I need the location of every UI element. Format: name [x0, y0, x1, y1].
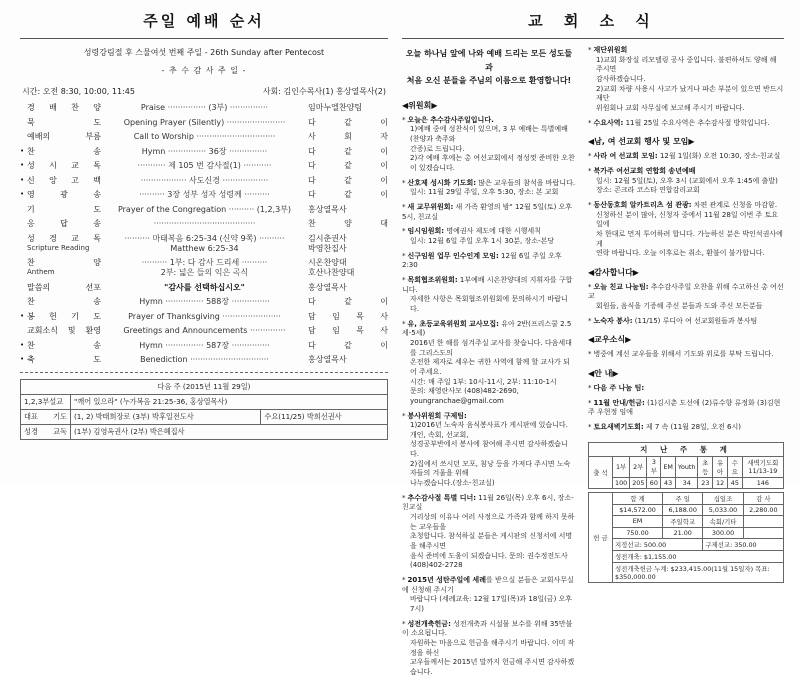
news-columns	[402, 41, 784, 683]
attendance-table	[588, 442, 784, 489]
welcome-message	[402, 47, 576, 88]
order-item-label: 응 답 송	[27, 219, 101, 228]
announcement-title: 수요사역:	[593, 118, 624, 127]
order-item-person: 사 회 자	[308, 132, 388, 141]
worship-row	[20, 312, 388, 322]
item-bullet: *	[402, 275, 406, 284]
announcement-item	[402, 412, 576, 489]
order-item-person: 다 같 이	[308, 146, 388, 156]
announcement-item	[402, 116, 576, 174]
offering-cell: 십일조	[703, 492, 743, 504]
announcement-lead: * 유, 초등교육위원회 교사모집: 유아 2반(프리스쿨 2.5세-5세)	[402, 319, 572, 338]
worship-row	[20, 103, 388, 113]
worship-row	[20, 355, 388, 365]
announcement-item	[402, 620, 576, 678]
order-item-person: 김시춘권사 박영찬집사	[308, 233, 347, 253]
item-bullet: *	[588, 423, 592, 432]
order-item-label: 봉 헌 기 도	[27, 311, 101, 321]
announcement-item	[402, 252, 576, 271]
offering-row	[589, 527, 784, 538]
item-bullet: *	[402, 227, 406, 236]
order-item-detail: ·········· 마태복음 6:25-34 (신약 9쪽) ·········· Matthew 6:25-34	[124, 233, 285, 253]
announcement-item	[588, 152, 784, 162]
announcement-item	[402, 320, 576, 407]
attendance-value: 23	[698, 477, 713, 488]
announcement-line: 신청하신 분이 많아, 신청자 중에서 11월 28일 이번 주 토요일에	[596, 210, 779, 229]
worship-row	[20, 118, 388, 128]
order-item-detail: Benediction ·······························	[140, 355, 269, 364]
announcement-line: 문의: 채영란사모 (408)482-2690, youngranchae@gmail.com	[410, 387, 519, 405]
attendance-label: 출 석	[589, 456, 613, 488]
next-week-table	[20, 379, 388, 440]
thanksgiving-label: - 추 수 감 사 주 일 -	[161, 66, 247, 75]
order-item-label: 찬 송	[27, 297, 101, 306]
announcement-title: 11월 안내/헌금:	[593, 398, 645, 407]
order-item-label: 성 시 교 독	[27, 161, 101, 170]
announcement-title: 노숙자 봉사:	[593, 316, 633, 325]
offering-cell: 5,033.00	[703, 504, 743, 515]
announcement-item	[402, 227, 576, 246]
order-item-person: 다 같 이	[308, 175, 388, 185]
order-item-person: 홍상열목사	[308, 282, 347, 292]
offering-renovation: 성전개축: $1,155.00	[613, 550, 784, 562]
order-item-detail: Hymn ··············· 36장 ···············	[141, 146, 268, 156]
announcement-lead	[588, 384, 784, 394]
worship-row	[20, 234, 388, 254]
attendance-col-header: 유아	[713, 456, 728, 477]
service-times: 시간: 오전 8:30, 10:00, 11:45	[22, 87, 135, 96]
announcement-lead	[588, 46, 784, 56]
announcement-title: 새 교무위원회:	[407, 203, 454, 212]
announcement-lead: * 새 교무위원회: 새 가족 환영의 밤" 12월 5일(토) 오후 5시, 친교실	[402, 203, 573, 221]
announcement-lead: * 병중에 계신 교우들을 위해서 기도와 위로를 부탁 드립니다.	[588, 350, 774, 359]
worship-row	[20, 161, 388, 171]
offering-row	[589, 492, 784, 504]
order-item-detail: Prayer of Thanksgiving ·······················	[128, 311, 281, 321]
order-item-detail: Hymn ··············· 587장 ···············	[139, 340, 270, 350]
attendance-values-row	[589, 477, 784, 488]
worship-row	[20, 219, 388, 229]
attendance-value: 45	[727, 477, 742, 488]
announcement-title: 오늘 친교 나눔팀:	[593, 282, 649, 291]
service-presiders: 사회: 김인수목사(1) 홍상열목사(2)	[262, 87, 386, 96]
announcement-title: 사라 여 선교회 모임:	[593, 152, 658, 161]
announcement-line: 초청합니다. 참석하실 분들은 게시판의 신청서에 서명을 해주시면	[410, 532, 573, 551]
announcement-line: 회원들, 음식을 기증해 주신 분들과 도와 주신 모든분들	[596, 302, 763, 311]
next-week-header-row	[21, 380, 388, 395]
news-column-1	[402, 41, 576, 683]
offering-row	[589, 538, 784, 550]
order-item-label: 찬 송	[27, 340, 101, 350]
stand-bullet: •	[20, 190, 25, 198]
announcement-item	[402, 276, 576, 315]
order-item-label: 찬 송	[27, 146, 101, 156]
offering-row	[589, 562, 784, 582]
announcement-lead	[402, 116, 576, 126]
offering-cell: $14,572.00	[613, 504, 663, 515]
section-header: ◀위원회▶	[402, 100, 438, 110]
announcement-lead: * 사라 여 선교회 모임: 12월 1일(화) 오전 10:30, 장소-친교실	[588, 152, 781, 161]
order-item-label: 묵 도	[27, 117, 101, 127]
service-meta	[22, 86, 386, 97]
offering-cell	[743, 515, 783, 527]
item-bullet: *	[402, 178, 406, 187]
announcement-lead	[402, 412, 576, 422]
announcement-title: 신구임원 업무 인수인계 모임:	[407, 251, 499, 260]
offering-cell: 2,280.00	[743, 504, 783, 515]
announcement-line: 1)예배 중에 성찬식이 있으며, 3 부 예배는 특별예배 (찬양과 축주와	[410, 125, 568, 144]
item-bullet: *	[402, 115, 406, 124]
worship-row	[20, 205, 388, 215]
announcement-title: 추수감사절 특별 디너:	[407, 493, 477, 502]
order-item-label: 축 도	[27, 355, 101, 364]
stand-bullet: •	[20, 146, 25, 155]
announcement-line: 성경공부반에서 봉사에 참여해 주시면 감사하겠습니다.	[410, 440, 568, 459]
announcement-item	[588, 384, 784, 394]
item-bullet: *	[402, 319, 406, 328]
next-week-row-label: 1,2,3부설교	[21, 395, 71, 410]
order-item-person: 담 임 목 사	[308, 326, 388, 335]
item-bullet: *	[402, 203, 406, 212]
announcement-line: 자원하는 마음으로 헌금을 해주시기 바랍니다. 이미 작정을 하신	[410, 638, 575, 657]
order-item-label: 영 광 송	[27, 190, 101, 199]
announcement-item	[588, 167, 784, 196]
offering-cell: 구제선교: 350.00	[703, 538, 784, 550]
order-item-person: 다 같 이	[308, 190, 388, 199]
offering-cell	[743, 527, 783, 538]
announcement-line: 교우들께서는 2015년 말까지 헌금해 주시면 감사하겠습니다.	[410, 658, 575, 676]
order-item-person: 임마누엘찬양팀	[308, 103, 363, 112]
order-item-detail: Opening Prayer (Silently) ·······················	[123, 117, 286, 127]
weekly-stats	[588, 442, 784, 583]
order-item-detail: ··········· 제 105 번 감사절(1) ···········	[137, 161, 272, 170]
order-item-person: 홍상열목사	[308, 355, 347, 364]
item-bullet: *	[588, 118, 592, 127]
announcement-line: 거리상의 이유나 여러 사정으로 가족과 함께 하지 못하는 교우들을	[410, 513, 575, 531]
order-item-label: 신 앙 고 백	[27, 175, 101, 185]
worship-row	[20, 297, 388, 307]
next-week-cell: (1, 2) 박태희장로 (3부) 박후일전도사	[71, 410, 261, 425]
order-item-label: 찬 양 Anthem	[27, 258, 101, 276]
announcement-item	[588, 350, 784, 360]
announcement-item	[588, 317, 784, 327]
item-bullet: *	[402, 411, 406, 420]
announcement-title: 성전개축헌금:	[407, 619, 451, 628]
news-title-rule	[402, 38, 784, 39]
worship-row	[20, 132, 388, 142]
offering-cell: 300.00	[703, 527, 743, 538]
announcement-item	[588, 283, 784, 312]
stand-bullet: •	[20, 175, 25, 184]
worship-row	[20, 341, 388, 351]
stats-title-row	[589, 442, 784, 456]
order-item-label: 말씀의 선포	[27, 282, 101, 292]
item-bullet: *	[588, 46, 592, 54]
order-item-detail: ·················· 사도신경 ··················	[140, 175, 269, 185]
announcement-item	[402, 494, 576, 571]
welcome-line-1: 오늘 하나님 앞에 나와 예배 드리는 모든 성도들과	[405, 49, 573, 72]
announcement-item	[588, 423, 784, 433]
announcement-line: 2)교회 차량 사용시 사고가 났거나 파손 부분이 있으면 반드시 재단	[596, 84, 784, 103]
offering-cell: EM	[613, 515, 663, 527]
attendance-col-header: 2부	[630, 456, 647, 477]
order-item-detail: ········································	[153, 219, 256, 228]
worship-row	[20, 283, 388, 293]
sunday-subtitle: 성령강림절 후 스물여섯 번째 주일 - 26th Sunday after Pentecost	[83, 48, 325, 57]
announcement-item	[588, 46, 784, 114]
announcement-title: 다음 주 나눔 팀:	[593, 384, 645, 393]
announcement-item	[402, 576, 576, 615]
title-rule	[20, 38, 388, 39]
item-bullet: *	[402, 493, 406, 502]
announcement-line: 1)교회 화장실 리모델링 공사 중입니다. 불편하셔도 양해 해 주시면	[596, 55, 777, 74]
announcement-line: 자세한 사항은 목회협조위원회에 문의하시기 바랍니다.	[410, 295, 568, 313]
announcement-lead: * 임시임원회: 명예권사 제도에 대한 시행세칙	[402, 227, 541, 236]
item-bullet: *	[588, 384, 592, 393]
next-week-cell: (1부) 김영옥권사 (2부) 박은혜집사	[71, 425, 388, 440]
announcement-title: 재단위원회	[593, 46, 628, 54]
section-header: ◀안 내▶	[588, 369, 619, 379]
order-item-detail: "감사를 선택하십시오"	[164, 282, 245, 292]
item-bullet: *	[588, 200, 592, 209]
order-item-detail: Call to Worship ·······························	[133, 132, 276, 141]
announcement-item	[402, 179, 576, 198]
worship-row	[20, 176, 388, 186]
next-week-title: 다음 주 (2015년 11월 29일)	[21, 380, 388, 395]
section-header: ◀교우소식▶	[588, 335, 632, 345]
next-week-row-label: 성경 교독	[21, 425, 71, 440]
offering-cell: 750.00	[613, 527, 663, 538]
next-week-row-label: 대표 기도	[21, 410, 71, 425]
announcement-line: 온전한 제자로 세우는 귀한 사역에 함께 할 교사가 되어 주세요.	[410, 358, 570, 376]
order-item-person: 담 임 목 사	[308, 311, 388, 321]
attendance-col-header: Youth	[675, 456, 698, 477]
offering-row	[589, 504, 784, 515]
worship-row	[20, 147, 388, 157]
announcement-lead: * 토요새벽기도회: 제 7 속 (11월 28일, 오전 6시)	[588, 423, 741, 432]
announcement-line: 장소: 콘크라 코스타 연합감리교회	[596, 186, 700, 195]
stand-bullet: •	[20, 340, 25, 349]
announcement-lead: * 노숙자 봉사: (11/15) 루디아 여 선교회원들과 봉사팀	[588, 316, 758, 325]
offering-cell: 감 사	[743, 492, 783, 504]
offering-row	[589, 550, 784, 562]
next-week-cell: "깨어 있으라" (누가복음 21:25-36, 홍상열목사)	[71, 395, 388, 410]
order-item-label: 성 경 교 독 Scripture Reading	[27, 233, 101, 252]
announcement-line: 2016년 한 해를 섬겨주실 교사를 찾습니다. 다음세대를 그리스도의	[410, 338, 572, 357]
item-bullet: *	[588, 350, 592, 359]
announcement-title: 유, 초등교육위원회 교사모집:	[407, 319, 499, 328]
order-item-detail: ·········· 1부: 다 감사 드리세 ·········· 2부: 넓은 들의 익은 곡식	[141, 258, 268, 277]
announcement-line: 음식 준비에 도움이 되겠습니다. 문의: 권수정전도사 (408)402-2728	[410, 551, 568, 570]
announcement-line: 바랍니다 (세례교육: 12월 17일(목)과 18일(금) 오후 7시)	[410, 595, 573, 613]
item-bullet: *	[402, 619, 406, 628]
worship-order-page	[20, 10, 388, 440]
section-header: ◀감사합니다▶	[588, 267, 639, 277]
order-item-label: 경 배 찬 양	[27, 103, 101, 112]
order-item-detail: Greetings and Announcements ··············	[123, 326, 286, 335]
stand-bullet: •	[20, 161, 25, 169]
offering-cell: 주일학교	[663, 515, 703, 527]
announcement-item	[588, 201, 784, 259]
attendance-header-row	[589, 456, 784, 477]
news-column-2-items	[588, 46, 784, 433]
announcement-title: 임시임원회:	[407, 227, 445, 236]
attendance-col-header: 새벽기도회 11/13-19	[742, 456, 783, 477]
announcement-lead: * 산호제 성시화 기도회: 많은 교우들의 참석을 바랍니다.	[402, 178, 576, 187]
announcement-title: 북가주 여선교회 연합회 송년예배	[593, 166, 696, 175]
offering-row	[589, 515, 784, 527]
news-page-title: 교 회 소 식	[528, 12, 658, 30]
announcement-title: 토요새벽기도회:	[593, 423, 644, 432]
stats-title: 지 난 주 통 계	[589, 442, 784, 456]
next-week-row	[21, 425, 388, 440]
offering-cell: 합 계	[613, 492, 663, 504]
attendance-value: 146	[742, 477, 783, 488]
announcement-line: 일시: 12월 6일 주일 오후 1시 30분, 장소-본당	[410, 237, 555, 245]
announcement-line: 위원회나 교회 사무실에 보고해 주시기 바랍니다.	[596, 103, 745, 112]
announcement-lead	[588, 167, 784, 177]
announcement-line: 1)2016년 노숙자 음식봉사표가 게시판에 있습니다. 개인, 속회, 선교회,	[410, 421, 568, 439]
next-week-cell: 수요(11/25) 박희선권사	[261, 410, 388, 425]
order-item-detail: Hymn ··············· 588장 ···············	[139, 297, 270, 306]
worship-order-list	[20, 103, 388, 365]
order-item-label: 예배의 부름	[27, 132, 101, 141]
announcement-item	[588, 399, 784, 418]
attendance-value: 100	[613, 477, 630, 488]
announcement-line: 2)각 예배 후에는 총 여선교회에서 정성껏 준비한 오찬이 있겠습니다.	[410, 154, 575, 173]
news-column-2	[588, 41, 784, 683]
stand-bullet: •	[20, 311, 25, 320]
worship-row	[20, 326, 388, 336]
announcement-lead: * 11월 안내/헌금: (1)김시춘 도선애 (2)류수향 류정화 (3)김현주 우현정 임애	[588, 398, 781, 417]
order-item-person: 다 같 이	[308, 161, 388, 170]
announcement-title: 2015년 성탄주일에 세례	[407, 576, 486, 584]
item-bullet: *	[588, 316, 592, 325]
church-news-page	[402, 10, 784, 683]
order-item-person: 찬 양 대	[308, 219, 388, 228]
announcement-lead: * 2015년 성탄주일에 세례를 받으실 분들은 교회사무실에 신청해 주시기	[402, 576, 574, 594]
announcement-line: 차 한대로 먼저 투어하려 합니다. 가능하신 분은 박인석권사에게	[596, 229, 783, 248]
announcement-line: 일시: 11월 29일 주일, 오후 5:30, 장소: 본 교회	[410, 188, 559, 197]
order-item-person: 다 같 이	[308, 297, 388, 306]
announcement-lead: * 동산동호회 알카트리츠 섬 관광: 차편 관계로 신청을 마감함.	[588, 200, 778, 209]
announcement-title: 목회협조위원회:	[407, 275, 458, 284]
order-item-person: 시온찬양대 호산나찬양대	[308, 258, 355, 277]
offering-cell: 21.00	[663, 527, 703, 538]
item-bullet: *	[588, 166, 592, 175]
announcement-lead: * 신구임원 업무 인수인계 모임: 12월 6일 주일 오후 2:30	[402, 251, 562, 270]
order-item-detail: Praise ··············· (3부) ···············	[140, 103, 269, 112]
announcement-line: 간증)로 드립니다.	[410, 144, 465, 153]
order-item-person: 홍상열목사	[308, 204, 347, 214]
announcement-lead: * 목회협조위원회: 1부예배 시온찬양대의 지휘자를 구합니다.	[402, 275, 573, 294]
announcement-title: 봉사위원회 구제팀:	[407, 411, 467, 420]
announcement-item	[402, 203, 576, 222]
offering-cell: 6,188.00	[663, 504, 703, 515]
attendance-value: 34	[675, 477, 698, 488]
worship-row	[20, 190, 388, 200]
attendance-value: 12	[713, 477, 728, 488]
announcement-lead: * 수요사역: 11월 25일 수요사역은 추수감사절 방학입니다.	[588, 118, 770, 127]
offering-cell: 주 일	[663, 492, 703, 504]
announcement-item	[588, 119, 784, 129]
attendance-col-header: EM	[661, 456, 676, 477]
item-bullet: *	[402, 251, 406, 260]
announcement-line: 시간: 매 주일 1부: 10시-11시, 2부: 11:10-1시	[410, 377, 557, 386]
order-item-person: 다 같 이	[308, 117, 388, 127]
announcement-lead: * 추수감사절 특별 디너: 11월 26일(목) 오후 6시, 장소-친교실	[402, 493, 574, 512]
section-header: ◀남, 여 선교회 행사 및 모임▶	[588, 137, 695, 147]
offering-label: 헌 금	[589, 492, 613, 582]
item-bullet: *	[588, 398, 592, 407]
item-bullet: *	[588, 282, 592, 291]
order-item-detail: ·········· 3장 성부 성자 성령께 ··········	[139, 190, 270, 199]
order-item-detail: Prayer of the Congregation ·········· (1,2,3부)	[117, 204, 292, 214]
announcement-lead: * 성전개축헌금: 성전개축과 시설물 보수를 위해 35만불이 소요됩니다.	[402, 619, 573, 638]
offering-renovation-total: 성전개축헌금 누계: $233,415.00(11월 15일자) 목표: $350,000.00	[613, 562, 784, 582]
announcement-title: 오늘은 추수감사주일입니다.	[407, 115, 494, 124]
attendance-value: 60	[647, 477, 661, 488]
order-item-label: 기 도	[27, 204, 101, 214]
offering-cell: 속회/기타	[703, 515, 743, 527]
order-item-label: 교회소식 및 환영	[27, 326, 101, 335]
item-bullet: *	[402, 576, 406, 584]
attendance-col-header: 1부	[613, 456, 630, 477]
announcement-line: 2)집에서 쓰시던 모포, 침낭 등을 가져다 주시면 노숙자들의 겨울을 위해	[410, 459, 571, 478]
stand-bullet: •	[20, 355, 25, 363]
attendance-value: 205	[630, 477, 647, 488]
offering-table	[588, 492, 784, 583]
announcement-line: 연락 바랍니다. 오늘 이후로는 취소, 환불이 불가합니다.	[596, 249, 765, 258]
announcement-title: 동산동호회 알카트리츠 섬 관광:	[593, 200, 692, 209]
attendance-col-header: 초등	[698, 456, 713, 477]
order-item-person: 다 같 이	[308, 340, 388, 350]
attendance-col-header: 수요	[727, 456, 742, 477]
worship-page-title: 주일 예배 순서	[143, 12, 265, 30]
next-week-row	[21, 410, 388, 425]
welcome-line-2: 처음 오신 분들을 주님의 이름으로 환영합니다!	[406, 76, 572, 86]
announcement-lead: * 오늘 친교 나눔팀: 추수감사주일 오찬을 위해 수고하신 총 여선교	[588, 282, 784, 301]
worship-row	[20, 258, 388, 278]
attendance-value: 43	[661, 477, 676, 488]
announcement-title: 산호제 성시화 기도회:	[407, 178, 477, 187]
item-bullet: *	[588, 152, 592, 161]
next-week-row	[21, 395, 388, 410]
dashed-divider	[20, 372, 388, 373]
offering-cell: 지정선교: 500.00	[613, 538, 703, 550]
announcement-line: 나누겠습니다.(장소-친교실)	[410, 479, 495, 488]
announcement-line: 감사하겠습니다.	[596, 74, 646, 83]
attendance-col-header: 3부	[647, 456, 661, 477]
announcement-line: 일시: 12월 5일(토), 오후 3시 (교회에서 오후 1:45에 출발)	[596, 176, 778, 185]
